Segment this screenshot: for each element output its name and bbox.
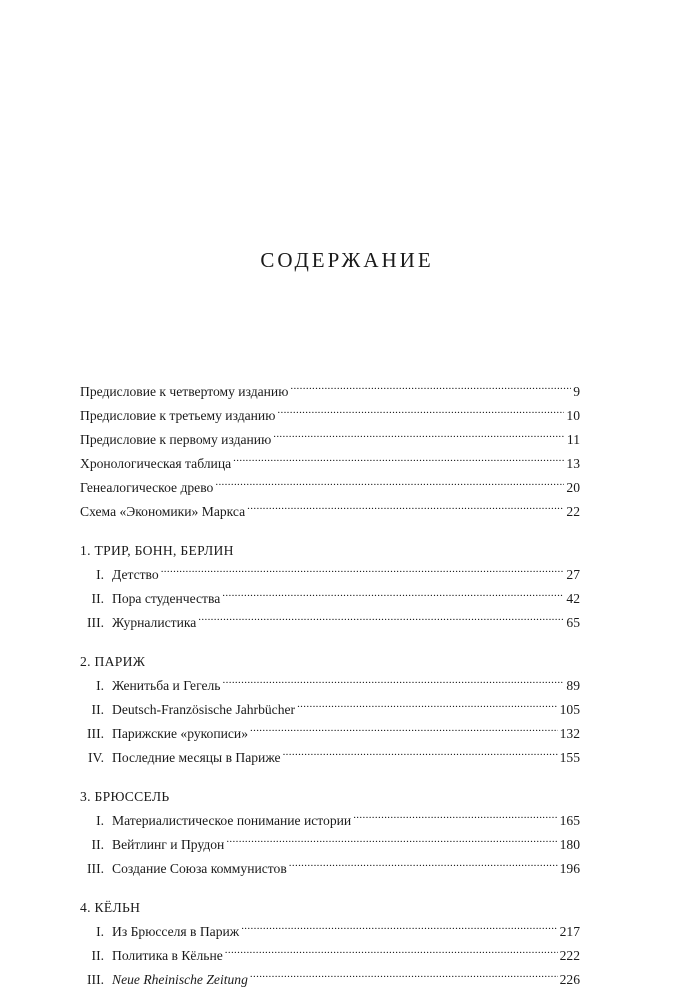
entry-page: 132 (559, 726, 580, 741)
chapter-number: I. (96, 678, 104, 693)
entry-title: Предисловие к третьему изданию (80, 408, 276, 423)
chapter-title: Из Брюсселя в Париж (112, 924, 240, 939)
section-heading[interactable]: 4. КЁЛЬН (80, 900, 141, 915)
dot-leader (222, 584, 564, 603)
entry-page: 226 (559, 972, 580, 987)
chapter-title: Neue Rheinische Zeitung (112, 972, 248, 987)
dot-leader (161, 560, 565, 579)
entry-page: 89 (566, 678, 580, 693)
entry-title: Хронологическая таблица (80, 456, 232, 471)
chapter-number: IV. (88, 750, 104, 765)
toc-section (80, 787, 580, 878)
table-of-contents (80, 377, 580, 989)
entry-page: 165 (559, 813, 580, 828)
front-matter-list (80, 377, 580, 521)
toc-chapter[interactable] (80, 854, 580, 878)
dot-leader (283, 743, 558, 762)
chapter-number: II. (91, 591, 104, 606)
section-heading[interactable]: 3. БРЮССЕЛЬ (80, 789, 170, 804)
dot-leader (241, 917, 557, 936)
entry-title: Предисловие к четвертому изданию (80, 384, 289, 399)
toc-chapter[interactable] (80, 917, 580, 941)
toc-chapter[interactable] (80, 584, 580, 608)
dot-leader (277, 401, 564, 420)
dot-leader (297, 695, 558, 714)
toc-chapter[interactable] (80, 941, 580, 965)
toc-chapter[interactable] (80, 965, 580, 989)
toc-chapter[interactable] (80, 560, 580, 584)
dot-leader (247, 497, 564, 516)
entry-page: 11 (566, 432, 580, 447)
chapter-title: Последние месяцы в Париже (112, 750, 281, 765)
toc-entry[interactable] (80, 473, 580, 497)
entry-page: 10 (566, 408, 580, 423)
toc-entry[interactable] (80, 497, 580, 521)
chapter-number: I. (96, 924, 104, 939)
toc-chapter[interactable] (80, 719, 580, 743)
entry-page: 217 (559, 924, 580, 939)
toc-chapter[interactable] (80, 743, 580, 767)
entry-page: 196 (559, 861, 580, 876)
chapter-title: Материалистическое понимание истории (112, 813, 352, 828)
dot-leader (223, 671, 565, 690)
toc-section (80, 898, 580, 989)
chapter-number: I. (96, 813, 104, 828)
toc-chapter[interactable] (80, 806, 580, 830)
entry-title: Схема «Экономики» Маркса (80, 504, 246, 519)
chapter-title: Парижские «рукописи» (112, 726, 248, 741)
entry-page: 65 (566, 615, 580, 630)
dot-leader (273, 425, 565, 444)
dot-leader (250, 719, 558, 738)
chapter-number: I. (96, 567, 104, 582)
entry-page: 105 (559, 702, 580, 717)
dot-leader (289, 854, 558, 873)
toc-section (80, 541, 580, 632)
toc-section (80, 652, 580, 767)
section-heading[interactable]: 1. ТРИР, БОНН, БЕРЛИН (80, 543, 234, 558)
chapter-number: II. (91, 948, 104, 963)
dot-leader (233, 449, 564, 468)
entry-page: 9 (573, 384, 580, 399)
entry-page: 20 (566, 480, 580, 495)
dot-leader (353, 806, 557, 825)
chapter-title: Политика в Кёльне (112, 948, 223, 963)
toc-chapter[interactable] (80, 671, 580, 695)
chapter-number: II. (91, 702, 104, 717)
entry-title: Генеалогическое древо (80, 480, 214, 495)
dot-leader (250, 965, 558, 984)
toc-chapter[interactable] (80, 830, 580, 854)
chapter-title: Женитьба и Гегель (112, 678, 221, 693)
chapter-title: Вейтлинг и Прудон (112, 837, 225, 852)
entry-page: 13 (566, 456, 580, 471)
toc-entry[interactable] (80, 377, 580, 401)
dot-leader (225, 941, 558, 960)
toc-chapter[interactable] (80, 695, 580, 719)
chapter-number: III. (87, 861, 104, 876)
chapter-number: III. (87, 972, 104, 987)
dot-leader (226, 830, 557, 849)
chapter-title: Детство (112, 567, 159, 582)
entry-page: 222 (559, 948, 580, 963)
entry-page: 22 (566, 504, 580, 519)
chapter-number: III. (87, 615, 104, 630)
entry-page: 27 (566, 567, 580, 582)
chapter-title: Deutsch-Französische Jahrbücher (112, 702, 296, 717)
dot-leader (215, 473, 564, 492)
toc-entry[interactable] (80, 401, 580, 425)
dot-leader (290, 377, 571, 396)
chapter-title: Пора студенчества (112, 591, 221, 606)
toc-entry[interactable] (80, 425, 580, 449)
chapter-number: III. (87, 726, 104, 741)
section-heading[interactable]: 2. ПАРИЖ (80, 654, 146, 669)
chapter-number: II. (91, 837, 104, 852)
page-title: СОДЕРЖАНИЕ (260, 248, 434, 272)
toc-entry[interactable] (80, 449, 580, 473)
entry-page: 180 (559, 837, 580, 852)
dot-leader (198, 608, 564, 627)
entry-page: 155 (559, 750, 580, 765)
toc-chapter[interactable] (80, 608, 580, 632)
entry-title: Предисловие к первому изданию (80, 432, 272, 447)
chapter-title: Создание Союза коммунистов (112, 861, 287, 876)
chapter-title: Журналистика (112, 615, 197, 630)
entry-page: 42 (566, 591, 580, 606)
